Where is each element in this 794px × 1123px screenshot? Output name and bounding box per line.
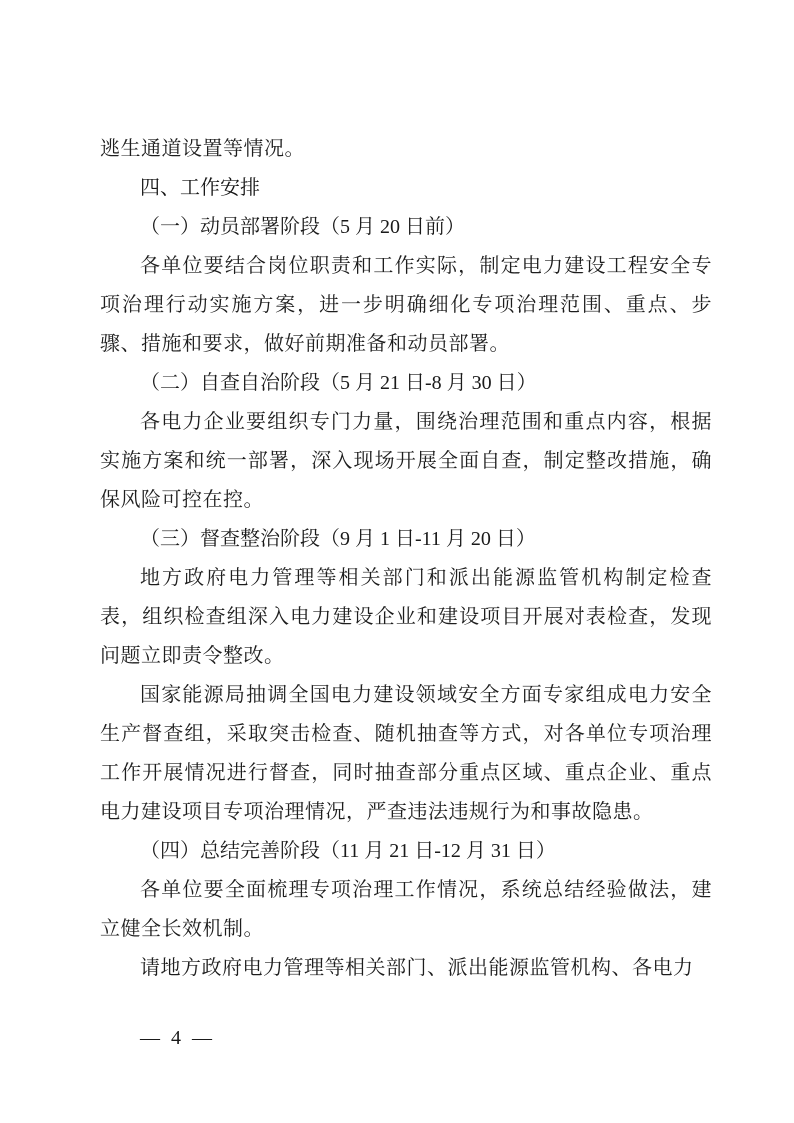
stage-4-heading: （四）总结完善阶段（11 月 21 日-12 月 31 日） [140,840,556,862]
document-body [100,130,712,988]
page-number: — 4 — [140,1027,215,1049]
page-footer [140,1019,215,1058]
stage-3-paragraph-2: 国家能源局抽调全国电力建设领域安全方面专家组成电力安全生产督查组，采取突击检查、随机抽查等方式，对各单位专项治理工作开展情况进行督查，同时抽查部分重点区域、重点企业、重点电力建设项目专项治理情况，严查违法违规行为和事故隐患。 [100,684,712,823]
stage-2-heading: （二）自查自治阶段（5 月 21 日-8 月 30 日） [140,372,537,394]
stage-1-heading: （一）动员部署阶段（5 月 20 日前） [140,216,465,238]
stage-3-heading: （三）督查整治阶段（9 月 1 日-11 月 20 日） [140,528,536,550]
stage-2-paragraph-1: 各电力企业要组织专门力量，围绕治理范围和重点内容，根据实施方案和统一部署，深入现场开展全面自查，制定整改措施，确保风险可控在控。 [100,411,712,511]
stage-4-paragraph-2: 请地方政府电力管理等相关部门、派出能源监管机构、各电力 [140,957,694,979]
paragraph-continuation: 逃生通道设置等情况。 [100,138,305,160]
stage-4-paragraph-1: 各单位要全面梳理专项治理工作情况，系统总结经验做法，建立健全长效机制。 [100,879,712,940]
section-heading-work-arrangement: 四、工作安排 [140,177,260,199]
stage-1-paragraph-1: 各单位要结合岗位职责和工作实际，制定电力建设工程安全专项治理行动实施方案，进一步明确细化专项治理范围、重点、步骤、措施和要求，做好前期准备和动员部署。 [100,255,712,355]
stage-3-paragraph-1: 地方政府电力管理等相关部门和派出能源监管机构制定检查表，组织检查组深入电力建设企业和建设项目开展对表检查，发现问题立即责令整改。 [100,567,712,667]
